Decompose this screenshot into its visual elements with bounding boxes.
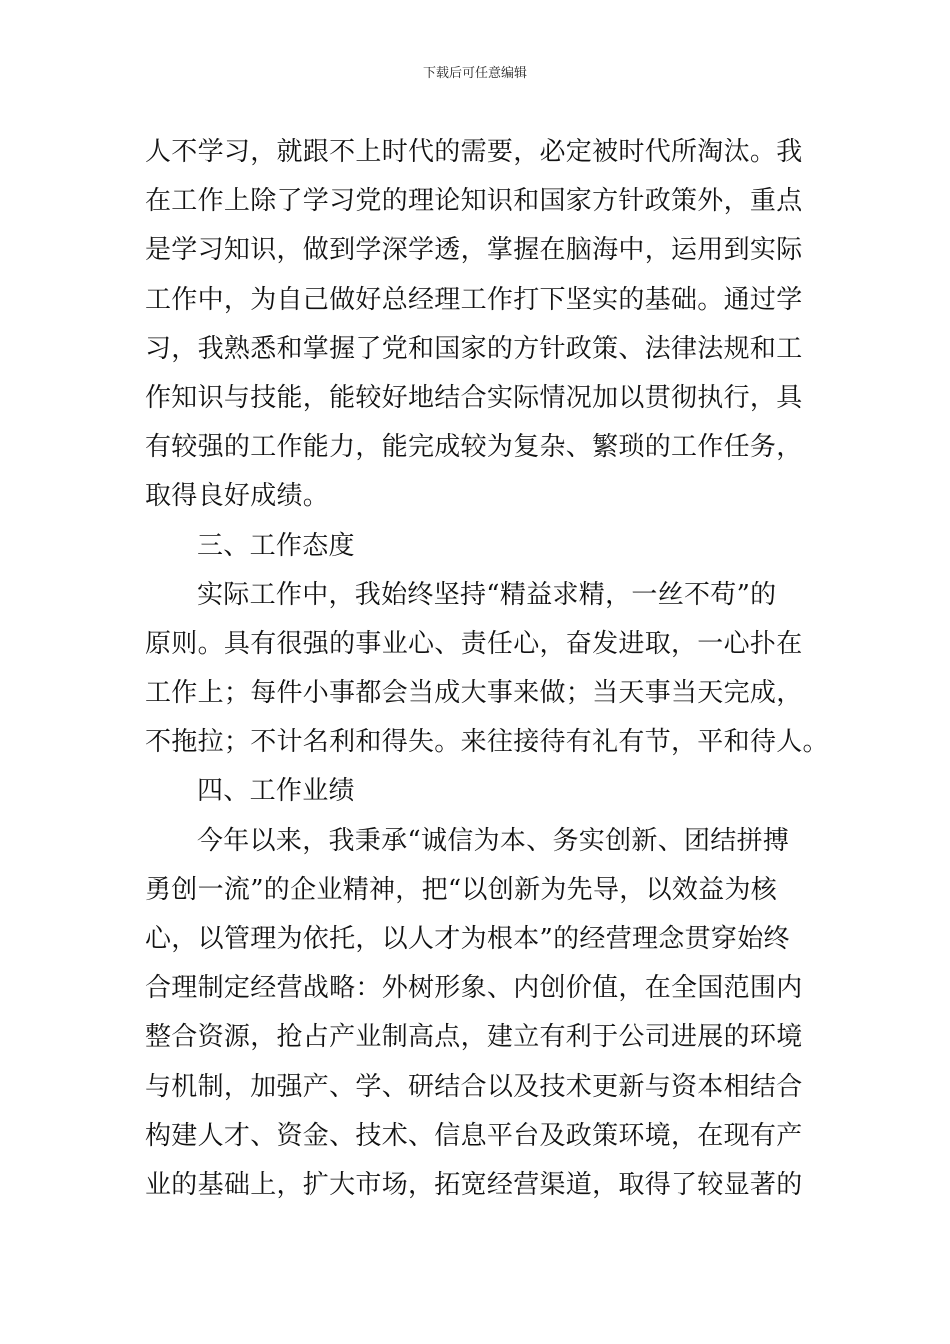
text-line: 原则。具有很强的事业心、责任心，奋发进取，一心扑在	[145, 628, 803, 659]
text-line: 工作中，为自己做好总经理工作打下坚实的基础。通过学	[145, 284, 803, 315]
text-line: 取得良好成绩。	[145, 481, 330, 512]
document-body	[145, 128, 829, 1210]
text-line: 心，以管理为依托，以人才为根本”的经营理念贯穿始终	[145, 924, 790, 954]
section-heading-work-performance: 四、工作业绩	[197, 776, 355, 807]
text-line: 工作上；每件小事都会当成大事来做；当天事当天完成，	[145, 678, 803, 709]
text-line: 合理制定经营战略：外树形象、内创价值，在全国范围内	[145, 973, 803, 1004]
text-line: 人不学习，就跟不上时代的需要，必定被时代所淘汰。我	[145, 137, 803, 167]
text-line: 整合资源，抢占产业制高点，建立有利于公司进展的环境	[145, 1022, 803, 1053]
download-note: 下载后可任意编辑	[422, 66, 527, 81]
text-line: 与机制，加强产、学、研结合以及技术更新与资本相结合	[145, 1071, 803, 1102]
text-line: 有较强的工作能力，能完成较为复杂、繁琐的工作任务，	[145, 432, 803, 463]
text-line: 习，我熟悉和掌握了党和国家的方针政策、法律法规和工	[145, 333, 803, 364]
text-line: 勇创一流”的企业精神，把“以创新为先导，以效益为核	[145, 874, 778, 905]
text-line: 实际工作中，我始终坚持“精益求精，一丝不苟”的	[197, 579, 777, 610]
text-line: 作知识与技能，能较好地结合实际情况加以贯彻执行，具	[145, 382, 803, 413]
text-line: 构建人才、资金、技术、信息平台及政策环境，在现有产	[145, 1120, 803, 1151]
text-line: 不拖拉；不计名利和得失。来往接待有礼有节，平和待人。	[145, 727, 829, 758]
text-line: 在工作上除了学习党的理论知识和国家方针政策外，重点	[145, 186, 803, 217]
text-line: 是学习知识，做到学深学透，掌握在脑海中，运用到实际	[145, 235, 803, 266]
section-heading-work-attitude: 三、工作态度	[197, 530, 355, 561]
text-line: 业的基础上，扩大市场，拓宽经营渠道，取得了较显著的	[145, 1169, 803, 1200]
text-line: 今年以来，我秉承“诚信为本、务实创新、团结拼搏	[197, 825, 790, 856]
